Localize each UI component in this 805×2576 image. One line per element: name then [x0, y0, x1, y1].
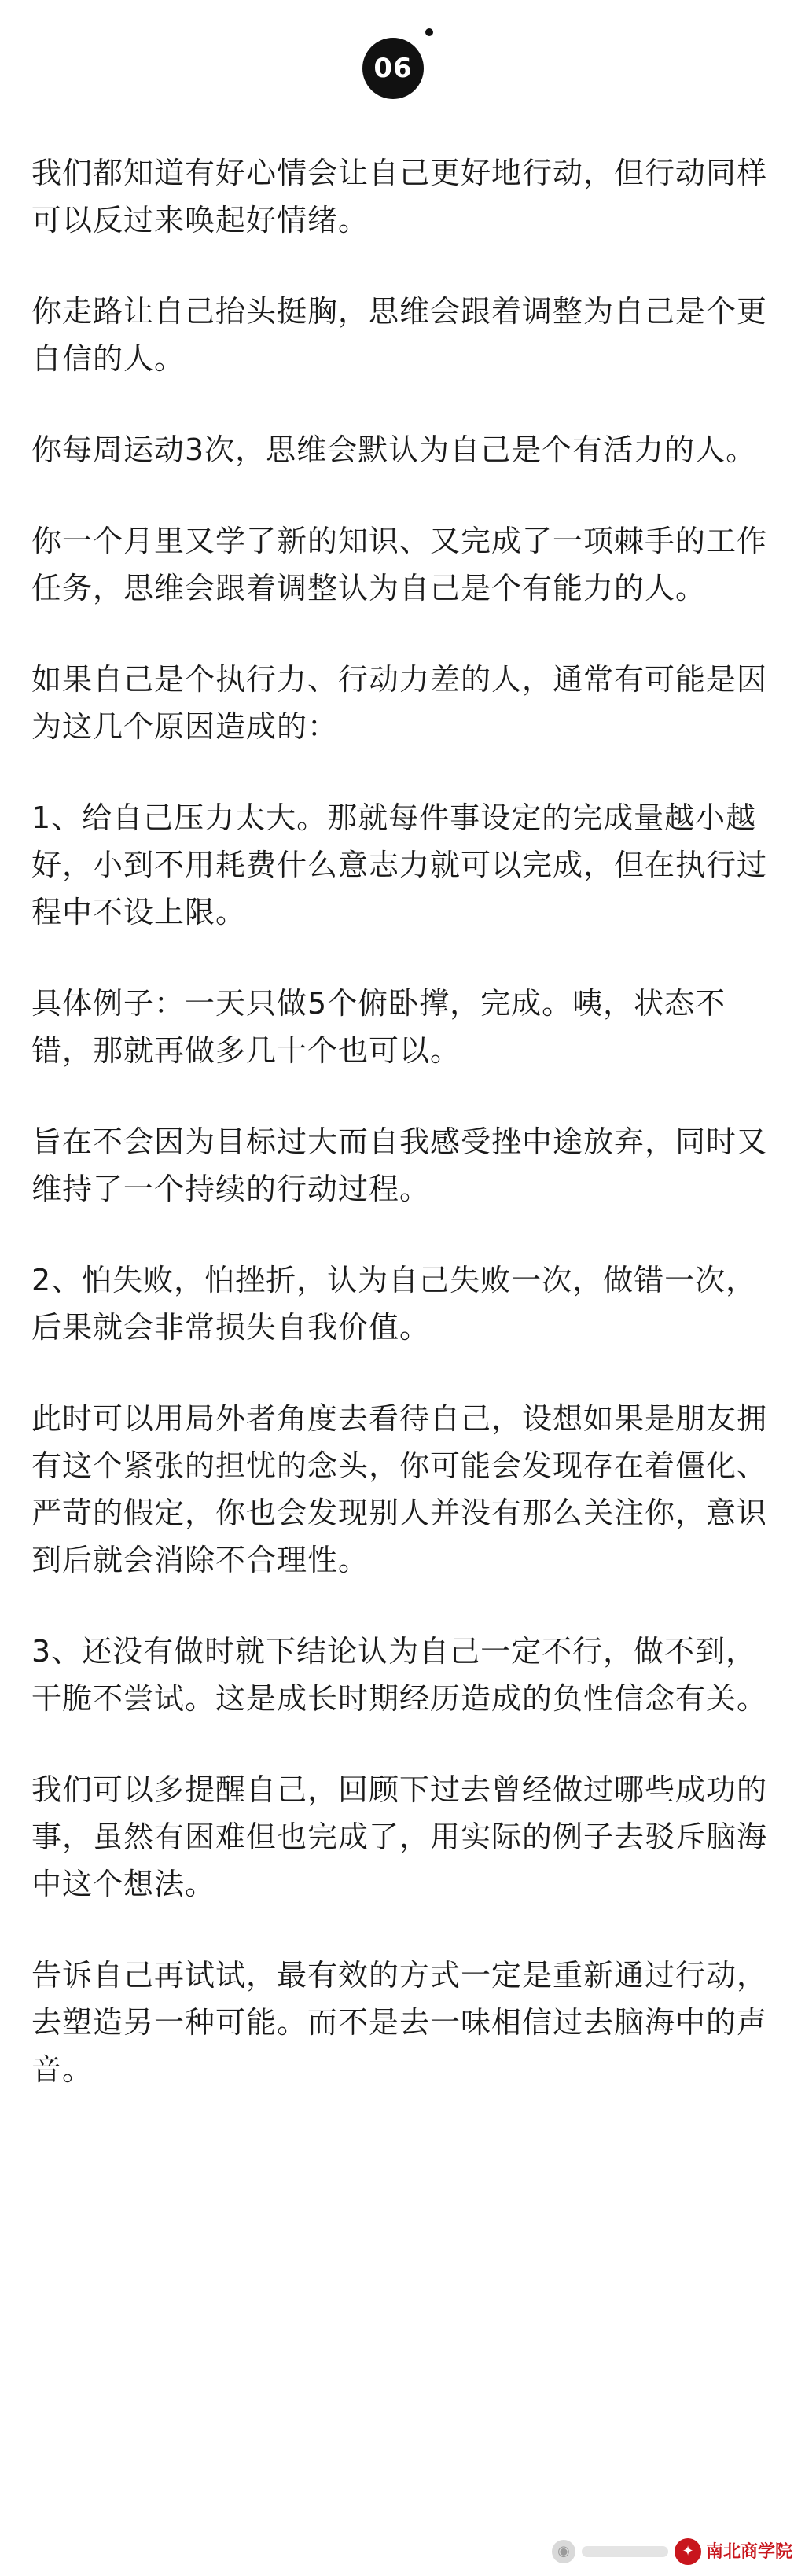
watermark-logo	[675, 2538, 792, 2565]
watermark-blurred-handle	[582, 2546, 668, 2557]
paragraph: 你一个月里又学了新的知识、又完成了一项棘手的工作任务，思维会跟着调整认为自己是个有能力的人。	[31, 524, 768, 605]
section-header	[0, 22, 805, 109]
paragraph: 你每周运动3次，思维会默认为自己是个有活力的人。	[31, 432, 757, 467]
logo-text: 南北商学院	[705, 2541, 792, 2562]
section-number-badge: 06	[362, 38, 424, 99]
paragraph: 我们都知道有好心情会让自己更好地行动，但行动同样可以反过来唤起好情绪。	[31, 156, 768, 237]
paragraph: 你走路让自己抬头挺胸，思维会跟着调整为自己是个更自信的人。	[31, 294, 768, 376]
paragraph: 如果自己是个执行力、行动力差的人，通常有可能是因为这几个原因造成的：	[31, 662, 768, 744]
paragraph: 旨在不会因为目标过大而自我感受挫中途放弃，同时又维持了一个持续的行动过程。	[31, 1124, 768, 1206]
logo-name	[706, 2543, 792, 2560]
watermark	[552, 2535, 792, 2568]
logo-seal-icon: ✦	[675, 2538, 701, 2565]
paragraph: 我们可以多提醒自己，回顾下过去曾经做过哪些成功的事，虽然有困难但也完成了，用实际的例子去驳斥脑海中这个想法。	[31, 1772, 768, 1901]
paragraph: 具体例子：一天只做5个俯卧撑，完成。咦，状态不错，那就再做多几十个也可以。	[31, 986, 726, 1068]
paragraph: 1、给自己压力太大。那就每件事设定的完成量越小越好，小到不用耗费什么意志力就可以完成，但在执行过程中不设上限。	[31, 800, 768, 929]
paragraph: 2、怕失败，怕挫折，认为自己失败一次，做错一次，后果就会非常损失自我价值。	[31, 1263, 757, 1345]
paragraph: 此时可以用局外者角度去看待自己，设想如果是朋友拥有这个紧张的担忧的念头，你可能会发现存在着僵化、严苛的假定，你也会发现别人并没有那么关注你，意识到后就会消除不合理性。	[31, 1401, 768, 1577]
article-body	[31, 149, 777, 2137]
paragraph: 告诉自己再试试，最有效的方式一定是重新通过行动，去塑造另一种可能。而不是去一味相信过去脑海中的声音。	[31, 1958, 768, 2087]
badge-dot	[425, 28, 433, 36]
weibo-icon: ◉	[552, 2540, 575, 2563]
paragraph: 3、还没有做时就下结论认为自己一定不行，做不到，干脆不尝试。这是成长时期经历造成的负性信念有关。	[31, 1634, 768, 1716]
